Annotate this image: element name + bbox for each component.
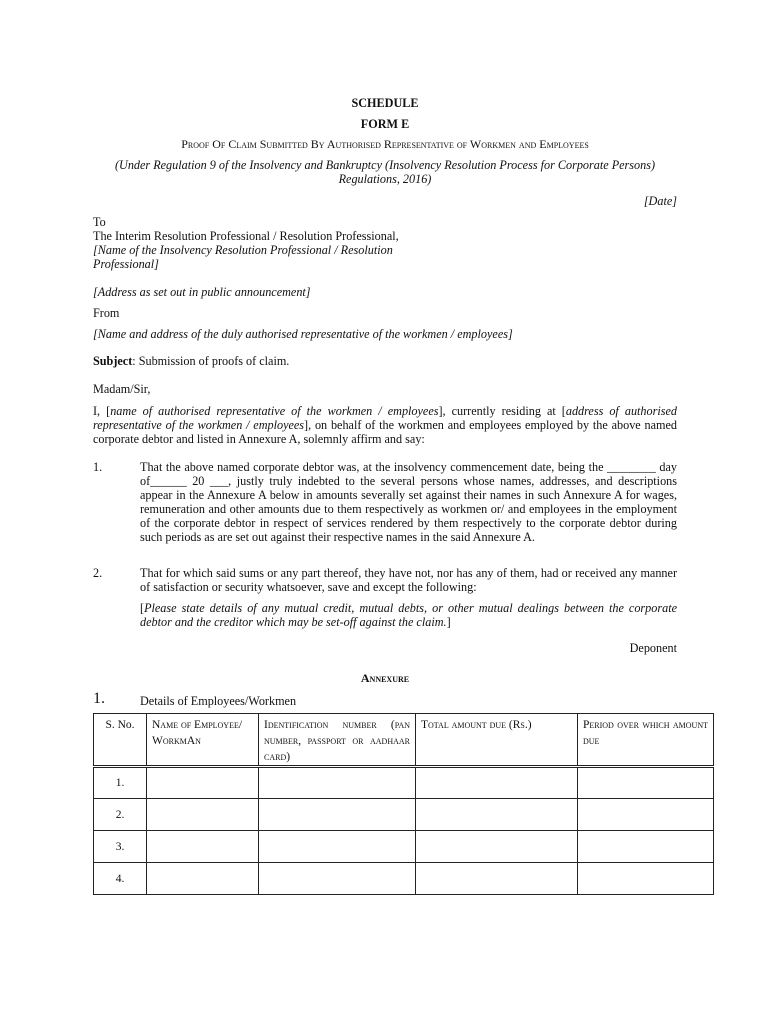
clause-2-number: 2. [93, 566, 103, 580]
rp-name-line-2: Professional] [93, 257, 159, 271]
salutation: Madam/Sir, [93, 382, 151, 396]
identification-cell [259, 799, 416, 831]
clause-2-note [140, 601, 677, 629]
annexure-heading: Annexure [360, 671, 410, 685]
amount-cell [416, 767, 578, 799]
date-placeholder: [Date] [643, 194, 677, 208]
from-placeholder: [Name and address of the duly authorised representative of the workmen / employees] [93, 327, 513, 341]
amount-cell [416, 863, 578, 895]
regulation-line-2: Regulations, 2016) [338, 172, 432, 186]
employee-name-cell [147, 799, 259, 831]
col-header-amount: Total amount due (Rs.) [416, 714, 578, 767]
employee-name-cell [147, 831, 259, 863]
to-label: To [93, 215, 106, 229]
mutual-dealings-note: Please state details of any mutual credit, mutual debts, or other mutual dealings between the corporate debtor and the creditor which may be set-off against the claim. [140, 601, 677, 629]
col-header-name: Name of Employee/ WorkmAn [147, 714, 259, 767]
amount-cell [416, 831, 578, 863]
clause-1-number: 1. [93, 460, 103, 474]
intro-text-3: ], on behalf of the workmen and employees employed by the above named corporate debtor and listed in Annexure A, solemnly affirm and say: [93, 418, 677, 446]
table-header-row [94, 714, 714, 767]
deponent-label: Deponent [629, 641, 677, 655]
identification-cell [259, 831, 416, 863]
row-number: 3. [94, 831, 147, 863]
form-heading: FORM E [360, 117, 410, 131]
address-placeholder: [Address as set out in public announcement] [93, 285, 311, 299]
annexure-section-title: Details of Employees/Workmen [140, 694, 297, 708]
note-close-bracket: ] [446, 615, 451, 629]
intro-paragraph [93, 404, 677, 446]
row-number: 4. [94, 863, 147, 895]
regulation-line-1: (Under Regulation 9 of the Insolvency and Bankruptcy (Insolvency Resolution Process for Corporate Persons) [114, 158, 656, 172]
period-cell [578, 863, 714, 895]
form-subtitle: Proof Of Claim Submitted By Authorised Representative of Workmen and Employees [181, 137, 589, 151]
clause-1-text: That the above named corporate debtor was, at the insolvency commencement date, being the ________ day of______ 20 ___, justly truly indebted to the several persons whose names, addresses, and descriptions appear in the Annexure A below in amounts severally set against their names in such Annexure A for wages, remuneration and other amounts due to them respectively as workmen or/ and employees in the employment of the corporate debtor in respect of services rendered by them respectively to the corporate debtor during such periods as are set out against their respective names in the said Annexure A. [140, 460, 677, 544]
table-row [94, 831, 714, 863]
from-label: From [93, 306, 120, 320]
rp-name-line-1: [Name of the Insolvency Resolution Professional / Resolution [93, 243, 393, 257]
identification-cell [259, 767, 416, 799]
clause-2-text: That for which said sums or any part thereof, they have not, nor has any of them, had or received any manner of satisfaction or security whatsoever, save and except the following: [140, 566, 677, 594]
intro-text-1: I, [ [93, 404, 111, 418]
subject-line [93, 354, 289, 368]
subject-text: : Submission of proofs of claim. [132, 354, 290, 368]
col-header-identification: Identification number (pan number, passport or aadhaar card) [259, 714, 416, 767]
amount-cell [416, 799, 578, 831]
employee-claims-table [93, 713, 714, 895]
table-row [94, 799, 714, 831]
note-open-bracket: [ [140, 601, 145, 615]
table-row [94, 767, 714, 799]
col-header-sno: S. No. [94, 714, 147, 767]
row-number: 1. [94, 767, 147, 799]
employee-name-cell [147, 767, 259, 799]
row-number: 2. [94, 799, 147, 831]
recipient-line: The Interim Resolution Professional / Resolution Professional, [93, 229, 399, 243]
period-cell [578, 799, 714, 831]
subject-label: Subject [93, 354, 133, 368]
schedule-heading: SCHEDULE [351, 96, 419, 110]
intro-text-2: ], currently residing at [ [438, 404, 566, 418]
employee-name-cell [147, 863, 259, 895]
intro-placeholder-address: address of authorised representative of the workmen / employees [93, 404, 677, 432]
period-cell [578, 831, 714, 863]
intro-placeholder-name: name of authorised representative of the workmen / employees [110, 404, 439, 418]
table-row [94, 863, 714, 895]
annexure-section-number: 1. [93, 690, 105, 707]
period-cell [578, 767, 714, 799]
col-header-period: Period over which amount due [578, 714, 714, 767]
identification-cell [259, 863, 416, 895]
